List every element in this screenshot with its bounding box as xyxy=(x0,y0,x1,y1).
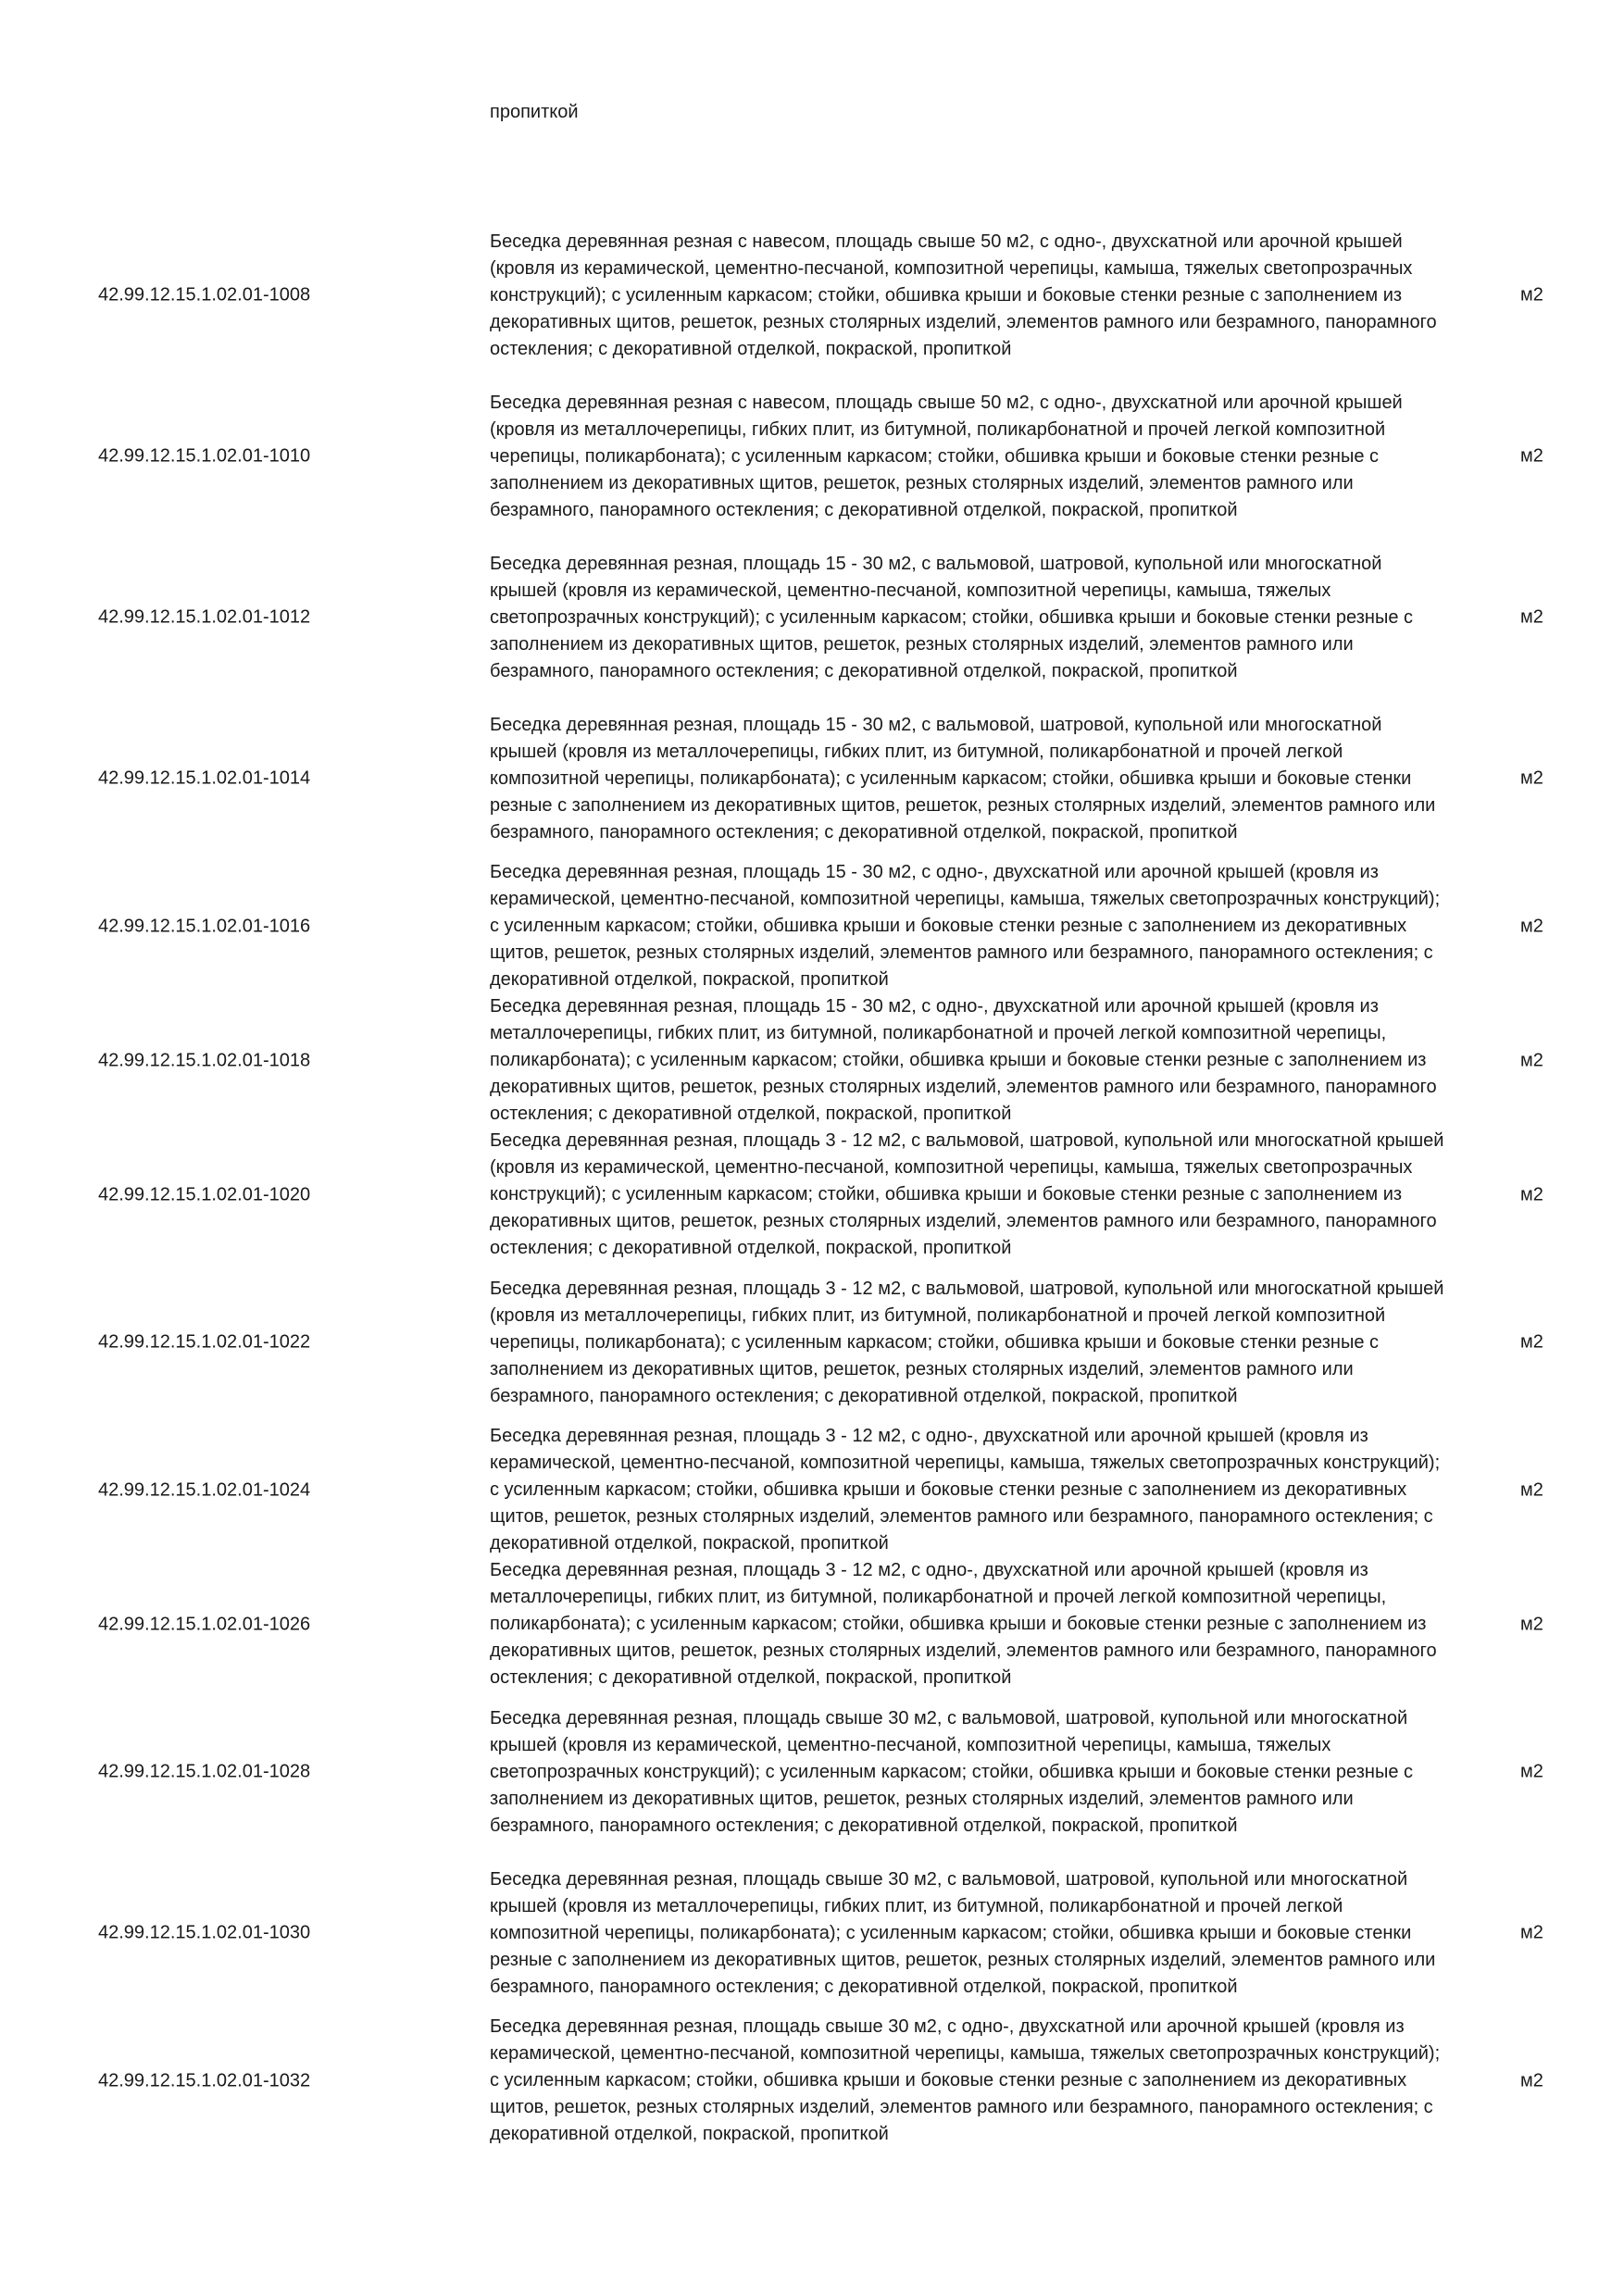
row-description: Беседка деревянная резная с навесом, площадь свыше 50 м2, с одно-, двухскатной или арочной крышей (кровля из металлочерепицы, гибких плит, из битумной, поликарбонатной и прочей легкой композитной черепицы, поликарбоната); с усиленным каркасом; стойки, обшивка крыши и боковые стенки резные с заполнением из декоративных щитов, решеток, резных столярных изделий, элементов рамного или безрамного, панорамного остекления; с декоративной отделкой, покраской, пропиткой xyxy=(490,392,1403,520)
row-description: Беседка деревянная резная, площадь 3 - 12 м2, с вальмовой, шатровой, купольной или многоскатной крышей (кровля из керамической, цементно-песчаной, композитной черепицы, камыша, тяжелых светопрозрачных конструкций); с усиленным каркасом; стойки, обшивка крыши и боковые стенки резные с заполнением из декоративных щитов, решеток, резных столярных изделий, элементов рамного или безрамного, панорамного остекления; с декоративной отделкой, покраской, пропиткой xyxy=(490,1130,1444,1258)
row-code: 42.99.12.15.1.02.01-1026 xyxy=(98,1614,311,1634)
table-row xyxy=(0,1853,1624,2014)
row-unit: м2 xyxy=(1520,1479,1543,1500)
row-description: Беседка деревянная резная, площадь свыше 30 м2, с одно-, двухскатной или арочной крышей (кровля из керамической, цементно-песчаной, композитной черепицы, камыша, тяжелых светопрозрачных конструкций); с усиленным каркасом; стойки, обшивка крыши и боковые стенки резные с заполнением из декоративных щитов, решеток, резных столярных изделий, элементов рамного или безрамного, панорамного остекления; с декоративной отделкой, покраской, пропиткой xyxy=(490,2016,1441,2144)
table-row xyxy=(0,376,1624,537)
table-row xyxy=(0,537,1624,698)
row-code: 42.99.12.15.1.02.01-1032 xyxy=(98,2070,311,2090)
row-description: Беседка деревянная резная, площадь свыше 30 м2, с вальмовой, шатровой, купольной или многоскатной крышей (кровля из керамической, цементно-песчаной, композитной черепицы, камыша, тяжелых светопрозрачных конструкций); с усиленным каркасом; стойки, обшивка крыши и боковые стенки резные с заполнением из декоративных щитов, решеток, резных столярных изделий, элементов рамного или безрамного, панорамного остекления; с декоративной отделкой, покраской, пропиткой xyxy=(490,1707,1414,1836)
table-row xyxy=(0,859,1624,993)
row-code: 42.99.12.15.1.02.01-1022 xyxy=(98,1331,311,1353)
row-unit: м2 xyxy=(1520,445,1543,467)
row-unit: м2 xyxy=(1520,2070,1543,2090)
row-description: Беседка деревянная резная, площадь свыше 30 м2, с вальмовой, шатровой, купольной или многоскатной крышей (кровля из металлочерепицы, гибких плит, из битумной, поликарбонатной и прочей легкой композитной черепицы, поликарбоната); с усиленным каркасом; стойки, обшивка крыши и боковые стенки резные с заполнением из декоративных щитов, решеток, резных столярных изделий, элементов рамного или безрамного, панорамного остекления; с декоративной отделкой, покраской, пропиткой xyxy=(490,1868,1436,1997)
row-code: 42.99.12.15.1.02.01-1012 xyxy=(98,606,311,628)
row-unit: м2 xyxy=(1520,767,1543,789)
row-description: Беседка деревянная резная с навесом, площадь свыше 50 м2, с одно-, двухскатной или арочной крышей (кровля из керамической, цементно-песчаной, композитной черепицы, камыша, тяжелых светопрозрачных конструкций); с усиленным каркасом; стойки, обшивка крыши и боковые стенки резные с заполнением из декоративных щитов, решеток, резных столярных изделий, элементов рамного или безрамного, панорамного остекления; с декоративной отделкой, покраской, пропиткой xyxy=(490,231,1437,359)
row-unit: м2 xyxy=(1520,1922,1543,1943)
row-unit: м2 xyxy=(1520,1614,1543,1634)
row-code: 42.99.12.15.1.02.01-1024 xyxy=(98,1479,311,1500)
row-unit: м2 xyxy=(1520,1184,1543,1204)
row-description: Беседка деревянная резная, площадь 15 - 30 м2, с вальмовой, шатровой, купольной или многоскатной крышей (кровля из керамической, цементно-песчаной, композитной черепицы, камыша, тяжелых светопрозрачных конструкций); с усиленным каркасом; стойки, обшивка крыши и боковые стенки резные с заполнением из декоративных щитов, решеток, резных столярных изделий, элементов рамного или безрамного, панорамного остекления; с декоративной отделкой, покраской, пропиткой xyxy=(490,553,1414,681)
table-row xyxy=(0,2014,1624,2148)
table-row xyxy=(0,1423,1624,1557)
row-description: Беседка деревянная резная, площадь 15 - 30 м2, с вальмовой, шатровой, купольной или многоскатной крышей (кровля из металлочерепицы, гибких плит, из битумной, поликарбонатной и прочей легкой композитной черепицы, поликарбоната); с усиленным каркасом; стойки, обшивка крыши и боковые стенки резные с заполнением из декоративных щитов, решеток, резных столярных изделий, элементов рамного или безрамного, панорамного остекления; с декоративной отделкой, покраской, пропиткой xyxy=(490,714,1436,842)
row-code: 42.99.12.15.1.02.01-1010 xyxy=(98,445,311,467)
table-row xyxy=(0,1128,1624,1262)
continuation-text: пропиткой xyxy=(490,102,579,122)
row-unit: м2 xyxy=(1520,1331,1543,1353)
table-row xyxy=(0,1691,1624,1853)
table-row xyxy=(0,698,1624,859)
row-description: Беседка деревянная резная, площадь 3 - 12 м2, с одно-, двухскатной или арочной крышей (кровля из керамической, цементно-песчаной, композитной черепицы, камыша, тяжелых светопрозрачных конструкций); с усиленным каркасом; стойки, обшивка крыши и боковые стенки резные с заполнением из декоративных щитов, решеток, резных столярных изделий, элементов рамного или безрамного, панорамного остекления; с декоративной отделкой, покраской, пропиткой xyxy=(490,1426,1441,1554)
row-unit: м2 xyxy=(1520,1761,1543,1782)
row-unit: м2 xyxy=(1520,606,1543,628)
row-code: 42.99.12.15.1.02.01-1018 xyxy=(98,1050,311,1070)
row-code: 42.99.12.15.1.02.01-1020 xyxy=(98,1184,311,1204)
row-description: Беседка деревянная резная, площадь 3 - 12 м2, с вальмовой, шатровой, купольной или многоскатной крышей (кровля из металлочерепицы, гибких плит, из битумной, поликарбонатной и прочей легкой композитной черепицы, поликарбоната); с усиленным каркасом; стойки, обшивка крыши и боковые стенки резные с заполнением из декоративных щитов, решеток, резных столярных изделий, элементов рамного или безрамного, панорамного остекления; с декоративной отделкой, покраской, пропиткой xyxy=(490,1278,1444,1406)
row-unit: м2 xyxy=(1520,1050,1543,1070)
table-row xyxy=(0,1262,1624,1423)
row-description: Беседка деревянная резная, площадь 15 - 30 м2, с одно-, двухскатной или арочной крышей (кровля из керамической, цементно-песчаной, композитной черепицы, камыша, тяжелых светопрозрачных конструкций); с усиленным каркасом; стойки, обшивка крыши и боковые стенки резные с заполнением из декоративных щитов, решеток, резных столярных изделий, элементов рамного или безрамного, панорамного остекления; с декоративной отделкой, покраской, пропиткой xyxy=(490,862,1441,990)
row-description: Беседка деревянная резная, площадь 15 - 30 м2, с одно-, двухскатной или арочной крышей (кровля из металлочерепицы, гибких плит, из битумной, поликарбонатной и прочей легкой композитной черепицы, поликарбоната); с усиленным каркасом; стойки, обшивка крыши и боковые стенки резные с заполнением из декоративных щитов, решеток, резных столярных изделий, элементов рамного или безрамного, панорамного остекления; с декоративной отделкой, покраской, пропиткой xyxy=(490,996,1437,1124)
row-code: 42.99.12.15.1.02.01-1014 xyxy=(98,767,311,789)
row-code: 42.99.12.15.1.02.01-1016 xyxy=(98,916,311,936)
row-code: 42.99.12.15.1.02.01-1008 xyxy=(98,284,311,306)
table-row xyxy=(0,215,1624,376)
resource-table xyxy=(0,215,1624,2148)
row-description: Беседка деревянная резная, площадь 3 - 12 м2, с одно-, двухскатной или арочной крышей (кровля из металлочерепицы, гибких плит, из битумной, поликарбонатной и прочей легкой композитной черепицы, поликарбоната); с усиленным каркасом; стойки, обшивка крыши и боковые стенки резные с заполнением из декоративных щитов, решеток, резных столярных изделий, элементов рамного или безрамного, панорамного остекления; с декоративной отделкой, покраской, пропиткой xyxy=(490,1560,1437,1688)
table-row xyxy=(0,993,1624,1128)
row-unit: м2 xyxy=(1520,916,1543,936)
row-code: 42.99.12.15.1.02.01-1030 xyxy=(98,1922,311,1943)
table-row xyxy=(0,1557,1624,1691)
row-unit: м2 xyxy=(1520,284,1543,306)
row-code: 42.99.12.15.1.02.01-1028 xyxy=(98,1761,311,1782)
